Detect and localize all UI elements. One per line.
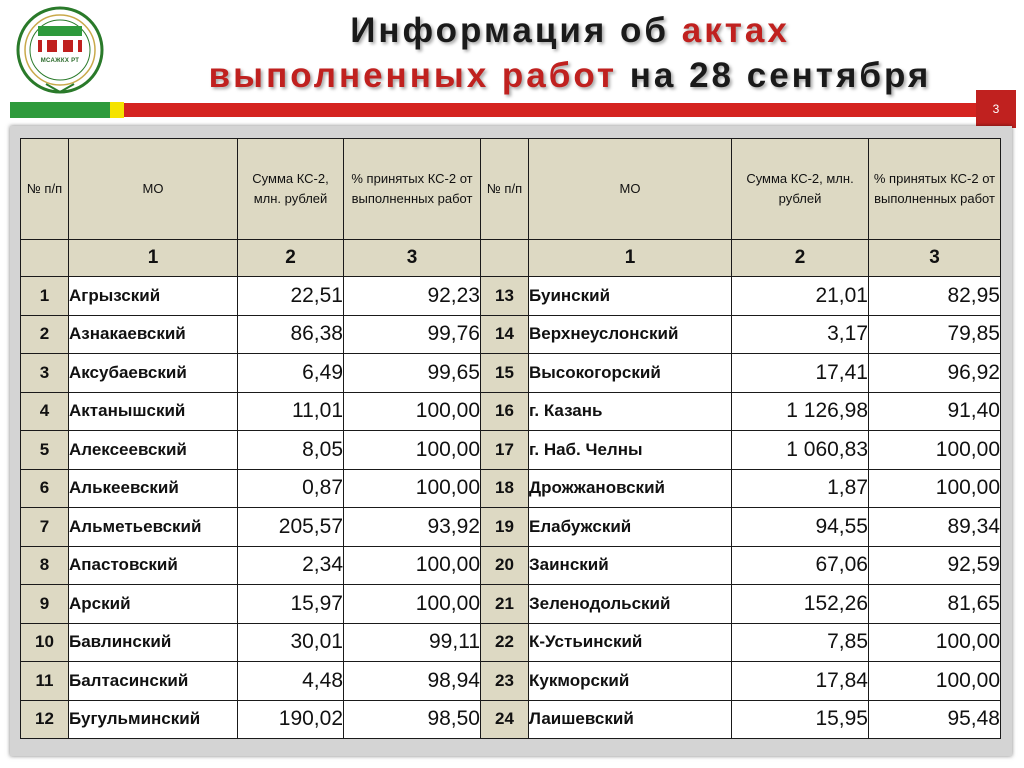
sum-ks2-left: 2,34 [238,546,344,585]
mo-name-left: Апастовский [69,546,238,585]
percent-accepted-right: 100,00 [869,662,1001,701]
sum-ks2-right: 1 126,98 [732,392,869,431]
stripe-red [124,103,976,117]
index-cell-blank [481,240,529,277]
row-number-right: 14 [481,315,529,354]
header-mo-left: МО [69,139,238,240]
table-row [21,469,1001,508]
title-part-2: на 28 сентября [617,56,932,95]
table-row [21,508,1001,547]
row-number-left: 2 [21,315,69,354]
percent-accepted-left: 99,11 [344,623,481,662]
sum-ks2-right: 67,06 [732,546,869,585]
mo-name-left: Агрызский [69,277,238,316]
emblem-icon [10,6,110,98]
mo-name-left: Бугульминский [69,700,238,739]
mo-name-left: Актанышский [69,392,238,431]
row-number-left: 6 [21,469,69,508]
stripe-yellow [110,102,124,118]
mo-name-left: Альметьевский [69,508,238,547]
page-number: 3 [976,90,1016,128]
mo-name-left: Арский [69,585,238,624]
sum-ks2-left: 205,57 [238,508,344,547]
row-number-left: 10 [21,623,69,662]
sum-ks2-left: 11,01 [238,392,344,431]
ministry-logo [10,6,110,98]
row-number-right: 24 [481,700,529,739]
header-pct-right: % принятых КС-2 от выполненных работ [869,139,1001,240]
mo-name-left: Алексеевский [69,431,238,470]
sum-ks2-right: 7,85 [732,623,869,662]
percent-accepted-right: 100,00 [869,431,1001,470]
percent-accepted-right: 81,65 [869,585,1001,624]
mo-name-right: г. Наб. Челны [529,431,732,470]
table-row [21,662,1001,701]
mo-name-right: К-Устьинский [529,623,732,662]
row-number-right: 20 [481,546,529,585]
percent-accepted-left: 99,76 [344,315,481,354]
row-number-left: 1 [21,277,69,316]
percent-accepted-right: 100,00 [869,469,1001,508]
table-row [21,392,1001,431]
index-cell-blank [21,240,69,277]
row-number-right: 17 [481,431,529,470]
index-cell-mo: 1 [529,240,732,277]
sum-ks2-left: 190,02 [238,700,344,739]
row-number-left: 8 [21,546,69,585]
mo-name-right: Дрожжановский [529,469,732,508]
index-cell-sum: 2 [238,240,344,277]
row-number-left: 9 [21,585,69,624]
percent-accepted-left: 100,00 [344,585,481,624]
row-number-left: 4 [21,392,69,431]
percent-accepted-left: 100,00 [344,546,481,585]
percent-accepted-left: 98,94 [344,662,481,701]
percent-accepted-left: 100,00 [344,392,481,431]
sum-ks2-right: 1 060,83 [732,431,869,470]
percent-accepted-left: 100,00 [344,431,481,470]
index-cell-mo: 1 [69,240,238,277]
mo-name-right: Заинский [529,546,732,585]
sum-ks2-left: 15,97 [238,585,344,624]
header-row [21,139,1001,240]
mo-name-right: Буинский [529,277,732,316]
sum-ks2-right: 1,87 [732,469,869,508]
mo-name-right: Лаишевский [529,700,732,739]
mo-name-left: Азнакаевский [69,315,238,354]
table-row [21,315,1001,354]
percent-accepted-right: 79,85 [869,315,1001,354]
percent-accepted-right: 96,92 [869,354,1001,393]
index-row [21,240,1001,277]
row-number-right: 13 [481,277,529,316]
table-row [21,546,1001,585]
table-row [21,585,1001,624]
percent-accepted-left: 100,00 [344,469,481,508]
stripe-green [10,102,110,118]
header-sum-right: Сумма КС-2, млн. рублей [732,139,869,240]
percent-accepted-left: 99,65 [344,354,481,393]
sum-ks2-left: 22,51 [238,277,344,316]
sum-ks2-left: 4,48 [238,662,344,701]
percent-accepted-right: 91,40 [869,392,1001,431]
mo-name-left: Аксубаевский [69,354,238,393]
header-mo-right: МО [529,139,732,240]
sum-ks2-left: 6,49 [238,354,344,393]
row-number-left: 5 [21,431,69,470]
sum-ks2-right: 152,26 [732,585,869,624]
sum-ks2-right: 94,55 [732,508,869,547]
sum-ks2-left: 8,05 [238,431,344,470]
row-number-right: 15 [481,354,529,393]
percent-accepted-right: 95,48 [869,700,1001,739]
header-num-left: № п/п [21,139,69,240]
mo-name-left: Алькеевский [69,469,238,508]
mo-name-right: Кукморский [529,662,732,701]
percent-accepted-right: 89,34 [869,508,1001,547]
sum-ks2-left: 0,87 [238,469,344,508]
mo-name-right: Верхнеуслонский [529,315,732,354]
sum-ks2-left: 30,01 [238,623,344,662]
percent-accepted-right: 82,95 [869,277,1001,316]
table-row [21,700,1001,739]
mo-name-left: Бавлинский [69,623,238,662]
table-row [21,277,1001,316]
mo-name-right: Елабужский [529,508,732,547]
percent-accepted-right: 92,59 [869,546,1001,585]
row-number-right: 19 [481,508,529,547]
sum-ks2-right: 17,41 [732,354,869,393]
row-number-left: 11 [21,662,69,701]
row-number-right: 21 [481,585,529,624]
header-num-right: № п/п [481,139,529,240]
title-part-1: Информация об [350,11,682,50]
mo-name-right: Высокогорский [529,354,732,393]
percent-accepted-left: 98,50 [344,700,481,739]
table-row [21,354,1001,393]
mo-name-right: Зеленодольский [529,585,732,624]
row-number-right: 23 [481,662,529,701]
header-pct-left: % принятых КС-2 от выполненных работ [344,139,481,240]
index-cell-pct: 3 [344,240,481,277]
percent-accepted-left: 93,92 [344,508,481,547]
header-sum-left: Сумма КС-2, млн. рублей [238,139,344,240]
page-title [120,8,1020,98]
mo-name-right: г. Казань [529,392,732,431]
row-number-right: 18 [481,469,529,508]
sum-ks2-right: 15,95 [732,700,869,739]
mo-name-left: Балтасинский [69,662,238,701]
row-number-left: 7 [21,508,69,547]
sum-ks2-right: 21,01 [732,277,869,316]
row-number-right: 22 [481,623,529,662]
percent-accepted-left: 92,23 [344,277,481,316]
percent-accepted-right: 100,00 [869,623,1001,662]
logo-caption: МСАЖКХ РТ [40,58,80,64]
acts-table [20,138,1001,739]
sum-ks2-right: 3,17 [732,315,869,354]
table-row [21,623,1001,662]
row-number-left: 12 [21,700,69,739]
index-cell-pct: 3 [869,240,1001,277]
sum-ks2-left: 86,38 [238,315,344,354]
table-row [21,431,1001,470]
row-number-right: 16 [481,392,529,431]
title-accent-2: выполненных работ [208,56,618,95]
sum-ks2-right: 17,84 [732,662,869,701]
title-accent-1: актах [681,11,790,50]
index-cell-sum: 2 [732,240,869,277]
row-number-left: 3 [21,354,69,393]
